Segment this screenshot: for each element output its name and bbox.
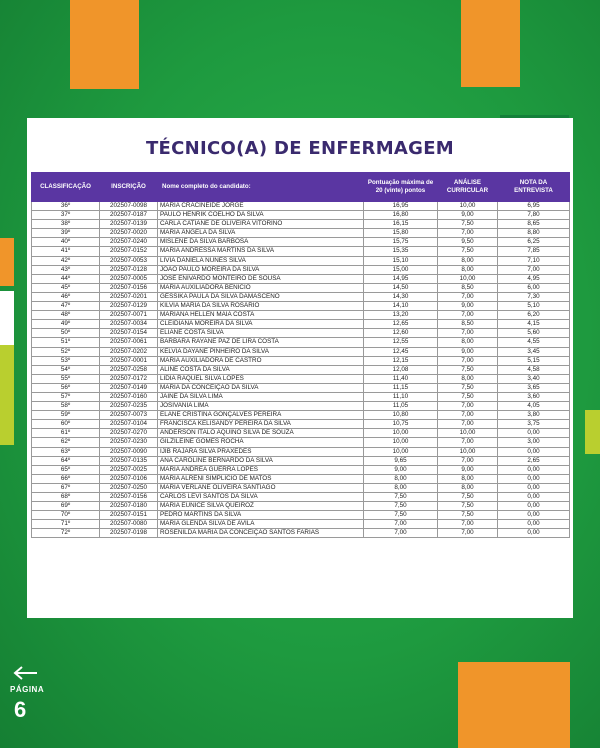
cell-inscricao: 202507-0230 — [100, 438, 158, 447]
cell-nome: LIDIA RAQUEL SILVA LOPES — [158, 374, 364, 383]
table-row — [32, 438, 570, 447]
cell-inscricao: 202507-0025 — [100, 465, 158, 474]
cell-nome: MARIA AUXILIADORA DE CASTRO — [158, 356, 364, 365]
header-analise: ANÁLISE CURRICULAR — [438, 173, 498, 202]
table-row — [32, 320, 570, 329]
cell-inscricao: 202507-0061 — [100, 338, 158, 347]
cell-nome: MARIA CRACINEIDE JORGE — [158, 202, 364, 211]
cell-entrevista: 2,65 — [498, 456, 570, 465]
cell-analise: 9,00 — [438, 347, 498, 356]
table-row — [32, 411, 570, 420]
cell-entrevista: 7,00 — [498, 265, 570, 274]
cell-nome: ANA CAROLINE BERNARDO DA SILVA — [158, 456, 364, 465]
cell-nome: JOSÉ ENIVARDO MONTEIRO DE SOUSA — [158, 274, 364, 283]
cell-entrevista: 3,00 — [498, 438, 570, 447]
table-row — [32, 247, 570, 256]
cell-classificacao: 54º — [32, 365, 100, 374]
cell-pontuacao: 11,15 — [364, 383, 438, 392]
cell-analise: 7,00 — [438, 311, 498, 320]
orange-block-top-right — [461, 0, 520, 87]
cell-inscricao: 202507-0090 — [100, 447, 158, 456]
cell-nome: GILZILEINE GOMES ROCHA — [158, 438, 364, 447]
cell-inscricao: 202507-0129 — [100, 302, 158, 311]
table-row — [32, 302, 570, 311]
cell-nome: BARBARA RAYANE PAZ DE LIRA COSTA — [158, 338, 364, 347]
lime-block-right — [585, 410, 600, 454]
cell-analise: 7,00 — [438, 402, 498, 411]
cell-nome: MARIANA HELLEN MAIA COSTA — [158, 311, 364, 320]
table-row — [32, 483, 570, 492]
cell-entrevista: 3,75 — [498, 420, 570, 429]
cell-analise: 7,00 — [438, 456, 498, 465]
cell-inscricao: 202507-0172 — [100, 374, 158, 383]
cell-classificacao: 49º — [32, 320, 100, 329]
cell-pontuacao: 15,10 — [364, 256, 438, 265]
cell-inscricao: 202507-0240 — [100, 238, 158, 247]
cell-analise: 7,00 — [438, 529, 498, 538]
header-pontuacao: Pontuação máxima de 20 (vinte) pontos — [364, 173, 438, 202]
cell-entrevista: 0,00 — [498, 483, 570, 492]
cell-classificacao: 46º — [32, 292, 100, 301]
page-label: PÁGINA — [10, 685, 45, 694]
cell-analise: 9,00 — [438, 465, 498, 474]
cell-entrevista: 8,65 — [498, 220, 570, 229]
cell-inscricao: 202507-0135 — [100, 456, 158, 465]
table-row — [32, 420, 570, 429]
table-row — [32, 347, 570, 356]
cell-entrevista: 0,00 — [498, 493, 570, 502]
cell-analise: 7,00 — [438, 520, 498, 529]
cell-pontuacao: 13,20 — [364, 311, 438, 320]
cell-entrevista: 0,00 — [498, 511, 570, 520]
cell-entrevista: 3,40 — [498, 374, 570, 383]
cell-pontuacao: 10,00 — [364, 438, 438, 447]
cell-classificacao: 71º — [32, 520, 100, 529]
cell-pontuacao: 14,30 — [364, 292, 438, 301]
cell-analise: 7,50 — [438, 247, 498, 256]
cell-classificacao: 52º — [32, 347, 100, 356]
cell-nome: MARIA ÂNGELA DA SILVA — [158, 229, 364, 238]
cell-inscricao: 202507-0250 — [100, 483, 158, 492]
table-row — [32, 502, 570, 511]
cell-classificacao: 51º — [32, 338, 100, 347]
cell-pontuacao: 8,00 — [364, 483, 438, 492]
orange-block-left — [0, 238, 14, 286]
cell-pontuacao: 10,75 — [364, 420, 438, 429]
cell-entrevista: 0,00 — [498, 502, 570, 511]
cell-nome: MISLENE DA SILVA BARBOSA — [158, 238, 364, 247]
cell-classificacao: 36º — [32, 202, 100, 211]
cell-classificacao: 41º — [32, 247, 100, 256]
cell-nome: MARIA ANDRESSA MARTINS DA SILVA — [158, 247, 364, 256]
cell-classificacao: 55º — [32, 374, 100, 383]
cell-entrevista: 4,15 — [498, 320, 570, 329]
cell-nome: CLEIDIANA MOREIRA DA SILVA — [158, 320, 364, 329]
cell-nome: IJIB RAJARA SILVA PRAXEDES — [158, 447, 364, 456]
cell-inscricao: 202507-0020 — [100, 229, 158, 238]
cell-nome: MARIA EUNICE SILVA QUEIROZ — [158, 502, 364, 511]
cell-pontuacao: 11,05 — [364, 402, 438, 411]
table-row — [32, 265, 570, 274]
header-entrevista: NOTA DA ENTREVISTA — [498, 173, 570, 202]
cell-classificacao: 63º — [32, 447, 100, 456]
cell-inscricao: 202507-0034 — [100, 320, 158, 329]
table-row — [32, 365, 570, 374]
cell-analise: 7,50 — [438, 365, 498, 374]
cell-inscricao: 202507-0149 — [100, 383, 158, 392]
cell-pontuacao: 8,00 — [364, 474, 438, 483]
white-block-left — [0, 291, 14, 345]
cell-entrevista: 7,30 — [498, 292, 570, 301]
cell-classificacao: 42º — [32, 256, 100, 265]
cell-nome: ELIANE COSTA SILVA — [158, 329, 364, 338]
cell-inscricao: 202507-0080 — [100, 520, 158, 529]
table-row — [32, 392, 570, 401]
cell-analise: 8,00 — [438, 338, 498, 347]
cell-analise: 8,50 — [438, 320, 498, 329]
cell-pontuacao: 15,75 — [364, 238, 438, 247]
cell-entrevista: 3,65 — [498, 383, 570, 392]
cell-pontuacao: 16,15 — [364, 220, 438, 229]
cell-pontuacao: 7,50 — [364, 493, 438, 502]
cell-inscricao: 202507-0154 — [100, 329, 158, 338]
cell-nome: KILVIA MARIA DA SILVA ROSÁRIO — [158, 302, 364, 311]
table-row — [32, 202, 570, 211]
cell-entrevista: 4,55 — [498, 338, 570, 347]
cell-classificacao: 43º — [32, 265, 100, 274]
cell-entrevista: 8,80 — [498, 229, 570, 238]
cell-pontuacao: 12,15 — [364, 356, 438, 365]
cell-analise: 7,50 — [438, 220, 498, 229]
results-panel — [27, 118, 573, 618]
cell-classificacao: 59º — [32, 411, 100, 420]
cell-analise: 8,00 — [438, 474, 498, 483]
cell-entrevista: 0,00 — [498, 465, 570, 474]
table-row — [32, 402, 570, 411]
cell-analise: 8,00 — [438, 374, 498, 383]
cell-classificacao: 56º — [32, 383, 100, 392]
table-row — [32, 456, 570, 465]
cell-classificacao: 39º — [32, 229, 100, 238]
orange-block-top-left — [70, 0, 139, 89]
cell-inscricao: 202507-0202 — [100, 347, 158, 356]
cell-entrevista: 7,10 — [498, 256, 570, 265]
cell-nome: FRANCISCA KELISANDY PEREIRA DA SILVA — [158, 420, 364, 429]
cell-inscricao: 202507-0071 — [100, 311, 158, 320]
cell-nome: PAULO HENRIK COELHO DA SILVA — [158, 211, 364, 220]
cell-pontuacao: 15,80 — [364, 229, 438, 238]
cell-classificacao: 45º — [32, 283, 100, 292]
cell-classificacao: 72º — [32, 529, 100, 538]
cell-analise: 7,00 — [438, 329, 498, 338]
cell-analise: 10,00 — [438, 274, 498, 283]
cell-classificacao: 58º — [32, 402, 100, 411]
cell-nome: JAINE DA SILVA LIMA — [158, 392, 364, 401]
cell-nome: PEDRO MARTINS DA SILVA — [158, 511, 364, 520]
cell-entrevista: 0,00 — [498, 429, 570, 438]
table-row — [32, 274, 570, 283]
cell-classificacao: 67º — [32, 483, 100, 492]
cell-pontuacao: 11,10 — [364, 392, 438, 401]
cell-pontuacao: 15,35 — [364, 247, 438, 256]
cell-entrevista: 5,15 — [498, 356, 570, 365]
cell-entrevista: 0,00 — [498, 520, 570, 529]
orange-block-bottom-right — [458, 662, 570, 748]
cell-classificacao: 53º — [32, 356, 100, 365]
cell-analise: 7,50 — [438, 392, 498, 401]
cell-nome: ELANE CRISTINA GONÇALVES PEREIRA — [158, 411, 364, 420]
cell-pontuacao: 16,80 — [364, 211, 438, 220]
page-title: TÉCNICO(A) DE ENFERMAGEM — [145, 138, 455, 159]
table-header-row — [32, 173, 570, 202]
table-row — [32, 356, 570, 365]
table-row — [32, 447, 570, 456]
cell-pontuacao: 10,80 — [364, 411, 438, 420]
cell-entrevista: 3,45 — [498, 347, 570, 356]
cell-inscricao: 202507-0235 — [100, 402, 158, 411]
cell-inscricao: 202507-0156 — [100, 283, 158, 292]
cell-inscricao: 202507-0187 — [100, 211, 158, 220]
cell-analise: 7,50 — [438, 493, 498, 502]
cell-pontuacao: 12,60 — [364, 329, 438, 338]
cell-classificacao: 37º — [32, 211, 100, 220]
cell-inscricao: 202507-0005 — [100, 274, 158, 283]
cell-pontuacao: 14,10 — [364, 302, 438, 311]
cell-nome: MARIA ANDREA GUERRA LOPES — [158, 465, 364, 474]
cell-classificacao: 47º — [32, 302, 100, 311]
table-row — [32, 383, 570, 392]
cell-pontuacao: 10,00 — [364, 447, 438, 456]
table-row — [32, 465, 570, 474]
cell-pontuacao: 14,95 — [364, 274, 438, 283]
cell-analise: 8,50 — [438, 283, 498, 292]
table-row — [32, 229, 570, 238]
cell-inscricao: 202507-0156 — [100, 493, 158, 502]
cell-entrevista: 7,85 — [498, 247, 570, 256]
cell-classificacao: 44º — [32, 274, 100, 283]
cell-nome: KELVIA DAYANE PINHEIRO DA SILVA — [158, 347, 364, 356]
cell-analise: 8,00 — [438, 265, 498, 274]
cell-inscricao: 202507-0128 — [100, 265, 158, 274]
arrow-left-icon[interactable] — [13, 665, 39, 681]
cell-analise: 7,50 — [438, 511, 498, 520]
header-classificacao: CLASSIFICAÇÃO — [32, 173, 100, 202]
cell-inscricao: 202507-0258 — [100, 365, 158, 374]
cell-inscricao: 202507-0198 — [100, 529, 158, 538]
cell-pontuacao: 15,00 — [364, 265, 438, 274]
cell-nome: ROSENILDA MARIA DA CONCEIÇÃO SANTOS FARIAS — [158, 529, 364, 538]
results-table — [31, 172, 570, 538]
cell-analise: 9,00 — [438, 302, 498, 311]
cell-classificacao: 69º — [32, 502, 100, 511]
cell-analise: 7,00 — [438, 229, 498, 238]
cell-classificacao: 62º — [32, 438, 100, 447]
cell-analise: 7,00 — [438, 411, 498, 420]
cell-pontuacao: 11,40 — [364, 374, 438, 383]
cell-analise: 9,50 — [438, 238, 498, 247]
cell-entrevista: 4,95 — [498, 274, 570, 283]
cell-analise: 9,00 — [438, 211, 498, 220]
cell-entrevista: 6,00 — [498, 283, 570, 292]
cell-inscricao: 202507-0160 — [100, 392, 158, 401]
cell-entrevista: 0,00 — [498, 529, 570, 538]
cell-classificacao: 64º — [32, 456, 100, 465]
cell-inscricao: 202507-0104 — [100, 420, 158, 429]
table-row — [32, 520, 570, 529]
cell-entrevista: 5,10 — [498, 302, 570, 311]
table-row — [32, 211, 570, 220]
cell-nome: MARIA VERLANE OLIVEIRA SANTIAGO — [158, 483, 364, 492]
cell-analise: 10,00 — [438, 202, 498, 211]
cell-inscricao: 202507-0270 — [100, 429, 158, 438]
cell-analise: 10,00 — [438, 429, 498, 438]
cell-inscricao: 202507-0139 — [100, 220, 158, 229]
cell-pontuacao: 7,00 — [364, 520, 438, 529]
table-row — [32, 292, 570, 301]
table-row — [32, 283, 570, 292]
cell-pontuacao: 7,50 — [364, 511, 438, 520]
cell-inscricao: 202507-0201 — [100, 292, 158, 301]
cell-entrevista: 0,00 — [498, 447, 570, 456]
page-number: 6 — [14, 697, 27, 722]
cell-nome: MARIA ALRENI SIMPLICIO DE MATOS — [158, 474, 364, 483]
cell-inscricao: 202507-0152 — [100, 247, 158, 256]
cell-analise: 8,00 — [438, 256, 498, 265]
cell-nome: MARIA GLENDA SILVA DE AVILA — [158, 520, 364, 529]
cell-inscricao: 202507-0001 — [100, 356, 158, 365]
cell-nome: CARLA CATIANE DE OLIVEIRA VITORINO — [158, 220, 364, 229]
cell-classificacao: 65º — [32, 465, 100, 474]
cell-classificacao: 57º — [32, 392, 100, 401]
table-row — [32, 493, 570, 502]
table-row — [32, 529, 570, 538]
cell-pontuacao: 12,55 — [364, 338, 438, 347]
cell-analise: 8,00 — [438, 483, 498, 492]
cell-entrevista: 6,95 — [498, 202, 570, 211]
cell-entrevista: 4,05 — [498, 402, 570, 411]
table-row — [32, 374, 570, 383]
cell-entrevista: 5,60 — [498, 329, 570, 338]
cell-inscricao: 202507-0098 — [100, 202, 158, 211]
cell-analise: 7,00 — [438, 292, 498, 301]
cell-inscricao: 202507-0151 — [100, 511, 158, 520]
cell-inscricao: 202507-0073 — [100, 411, 158, 420]
cell-nome: JOSIVANIA LIMA — [158, 402, 364, 411]
cell-classificacao: 68º — [32, 493, 100, 502]
cell-classificacao: 70º — [32, 511, 100, 520]
cell-pontuacao: 12,65 — [364, 320, 438, 329]
cell-nome: ANDERSON ITALO AQUINO SILVA DE SOUZA — [158, 429, 364, 438]
cell-pontuacao: 14,50 — [364, 283, 438, 292]
cell-nome: GÉSSIKA PAULA DA SILVA DAMASCENO — [158, 292, 364, 301]
cell-entrevista: 6,20 — [498, 311, 570, 320]
cell-classificacao: 66º — [32, 474, 100, 483]
cell-analise: 7,50 — [438, 383, 498, 392]
cell-analise: 7,50 — [438, 502, 498, 511]
header-nome: Nome completo do candidato: — [158, 173, 364, 202]
cell-inscricao: 202507-0106 — [100, 474, 158, 483]
cell-nome: CARLOS LEVI SANTOS DA SILVA — [158, 493, 364, 502]
cell-inscricao: 202507-0053 — [100, 256, 158, 265]
cell-nome: ALINE COSTA DA SILVA — [158, 365, 364, 374]
cell-nome: JOÃO PAULO MOREIRA DA SILVA — [158, 265, 364, 274]
header-inscricao: INSCRIÇÃO — [100, 173, 158, 202]
cell-nome: LIVIA DANIELA NUNES SILVA — [158, 256, 364, 265]
table-row — [32, 474, 570, 483]
cell-classificacao: 60º — [32, 420, 100, 429]
lime-block-left — [0, 345, 14, 445]
table-row — [32, 511, 570, 520]
cell-entrevista: 7,80 — [498, 211, 570, 220]
cell-pontuacao: 7,50 — [364, 502, 438, 511]
cell-classificacao: 40º — [32, 238, 100, 247]
table-row — [32, 429, 570, 438]
table-row — [32, 238, 570, 247]
cell-classificacao: 48º — [32, 311, 100, 320]
cell-pontuacao: 10,00 — [364, 429, 438, 438]
cell-entrevista: 6,25 — [498, 238, 570, 247]
table-row — [32, 311, 570, 320]
cell-classificacao: 61º — [32, 429, 100, 438]
cell-pontuacao: 7,00 — [364, 529, 438, 538]
table-row — [32, 220, 570, 229]
cell-entrevista: 3,80 — [498, 411, 570, 420]
cell-pontuacao: 16,95 — [364, 202, 438, 211]
cell-entrevista: 0,00 — [498, 474, 570, 483]
table-row — [32, 338, 570, 347]
cell-nome: MARIA DA CONCEIÇÃO DA SILVA — [158, 383, 364, 392]
cell-analise: 7,00 — [438, 356, 498, 365]
cell-nome: MARIA AUXILIADORA BENICIO — [158, 283, 364, 292]
cell-pontuacao: 9,65 — [364, 456, 438, 465]
table-row — [32, 256, 570, 265]
cell-analise: 10,00 — [438, 447, 498, 456]
cell-entrevista: 4,58 — [498, 365, 570, 374]
cell-analise: 7,00 — [438, 420, 498, 429]
cell-inscricao: 202507-0180 — [100, 502, 158, 511]
cell-pontuacao: 9,00 — [364, 465, 438, 474]
cell-entrevista: 3,60 — [498, 392, 570, 401]
table-row — [32, 329, 570, 338]
cell-pontuacao: 12,08 — [364, 365, 438, 374]
cell-classificacao: 38º — [32, 220, 100, 229]
cell-pontuacao: 12,45 — [364, 347, 438, 356]
cell-analise: 7,00 — [438, 438, 498, 447]
cell-classificacao: 50º — [32, 329, 100, 338]
